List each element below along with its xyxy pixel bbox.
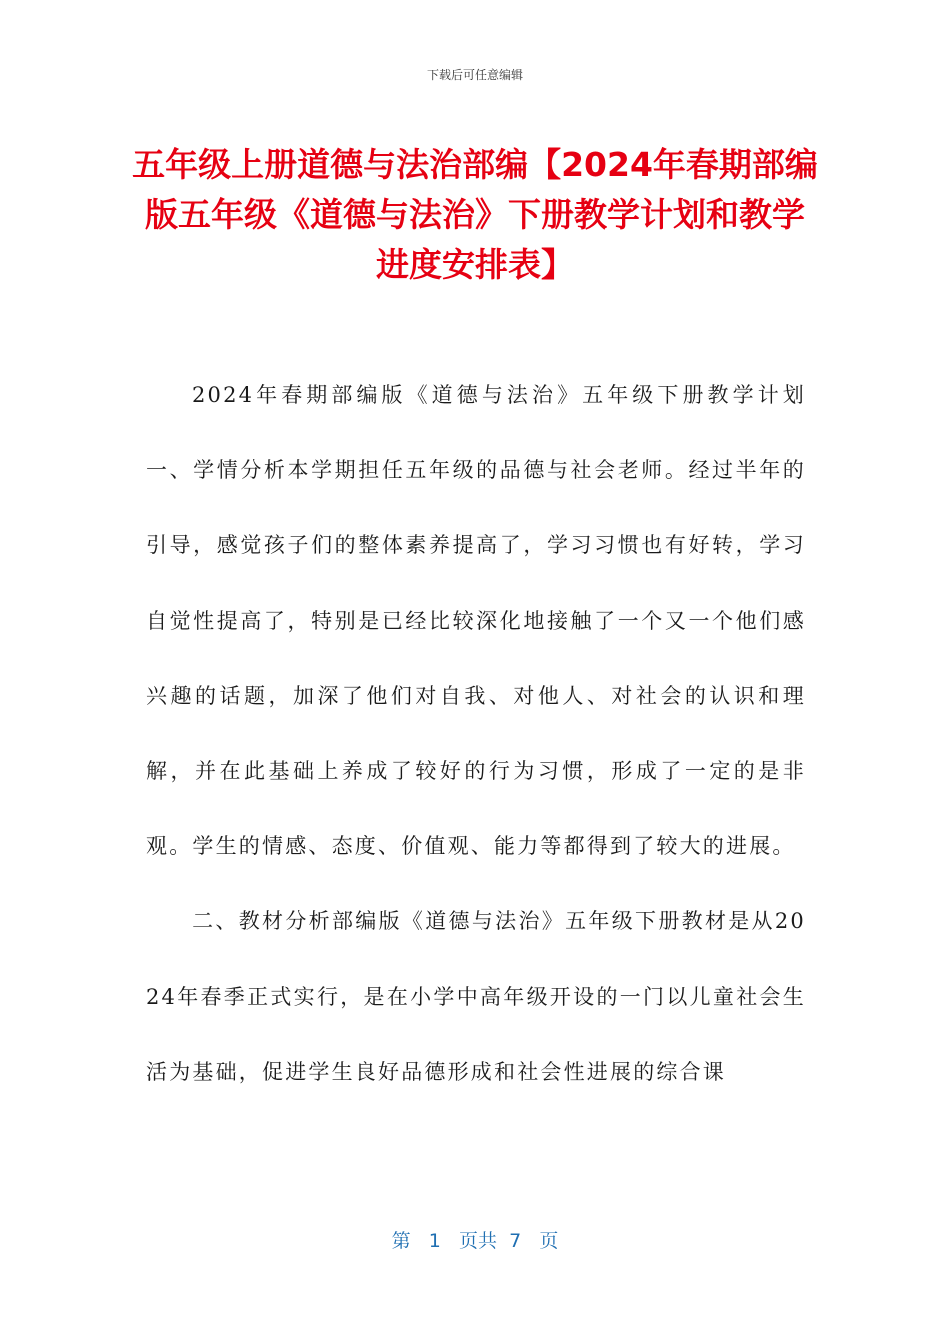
paragraph-1-text: 2024年春期部编版《道德与法治》五年级下册教学计划一、学情分析本学期担任五年级的品德与社会老师。经过半年的引导，感觉孩子们的整体素养提高了，学习习惯也有好转，学习自觉性提高了，特别是已经比较深化地接触了一个又一个他们感兴趣的话题，加深了他们对自我、对他人、对社会的认识和理解，并在此基础上养成了较好的行为习惯，形成了一定的是非观。学生的情感、态度、价值观、能力等都得到了较大的进展。	[146, 383, 806, 859]
header-note: 下载后可任意编辑	[426, 68, 523, 82]
footer-suffix: 页	[539, 1230, 559, 1252]
paragraph-1	[146, 358, 806, 884]
paragraph-2-text: 二、教材分析部编版《道德与法治》五年级下册教材是从2024年春季正式实行，是在小学中高年级开设的一门以儿童社会生活为基础，促进学生良好品德形成和社会性进展的综合课	[146, 909, 806, 1084]
total-pages-number: 7	[509, 1230, 522, 1252]
paragraph-2	[146, 884, 806, 1110]
current-page-number: 1	[428, 1230, 441, 1252]
footer-mid: 页共	[459, 1230, 498, 1252]
document-title: 五年级上册道德与法治部编【2024年春期部编版五年级《道德与法治》下册教学计划和教学进度安排表】	[132, 145, 818, 284]
page-footer	[0, 1226, 950, 1253]
footer-prefix: 第	[391, 1230, 411, 1252]
document-body	[146, 358, 806, 1110]
